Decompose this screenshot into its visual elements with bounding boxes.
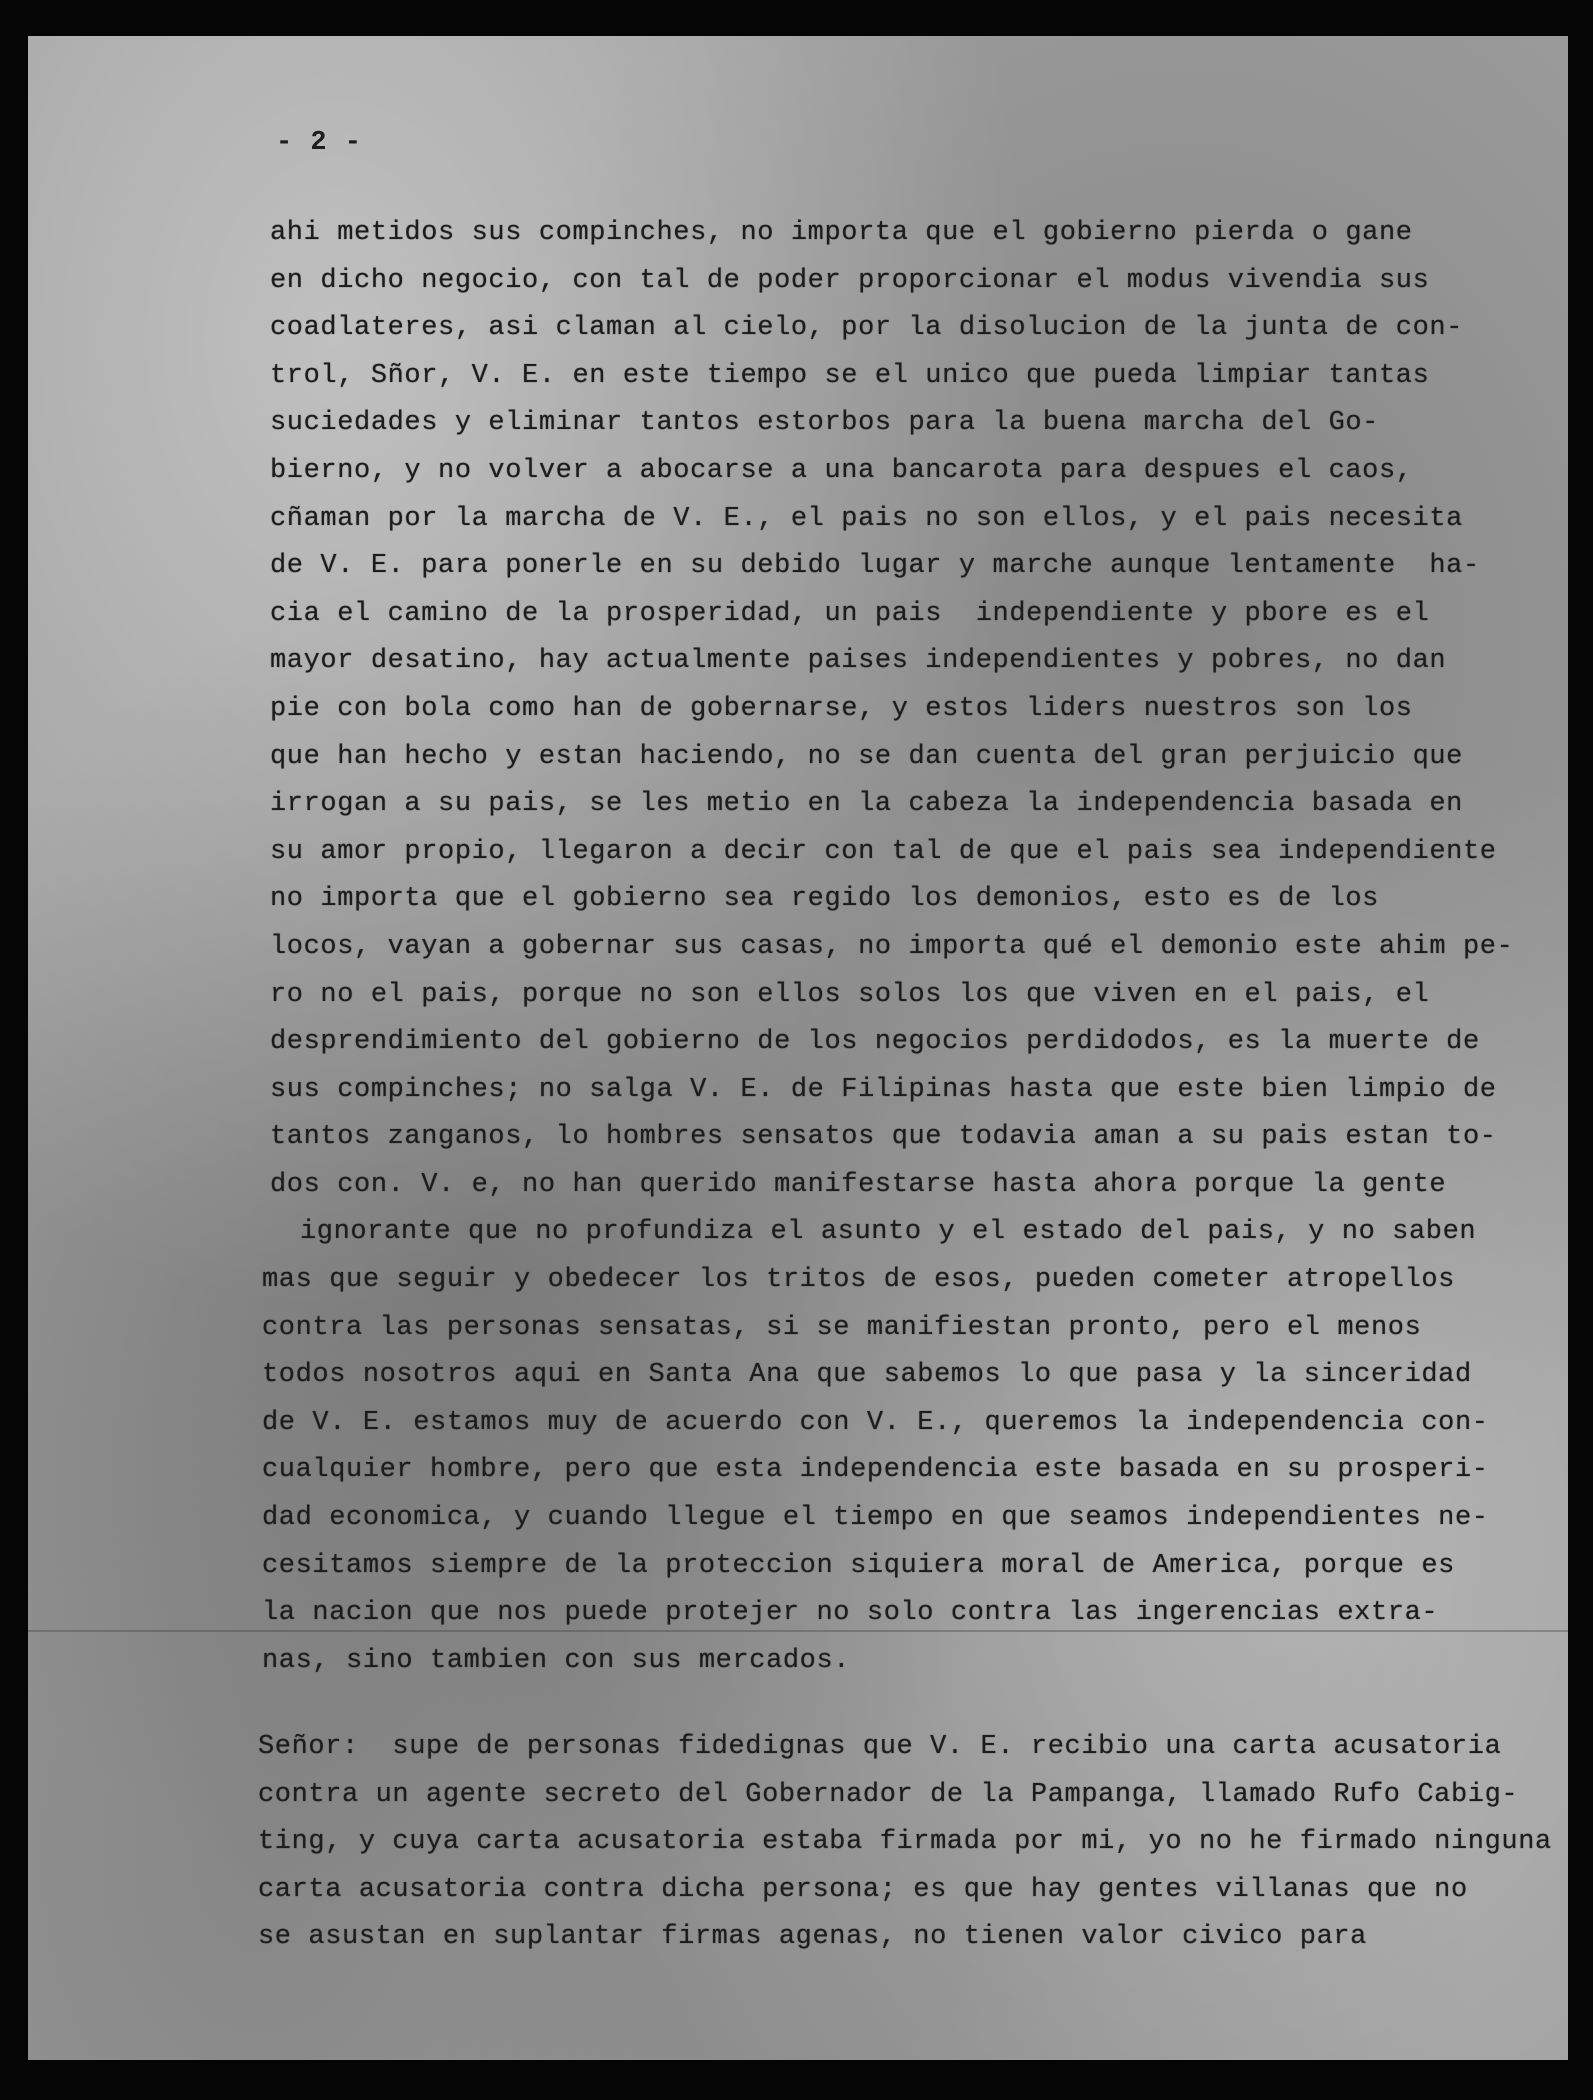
text-line: ahi metidos sus compinches, no importa que el gobierno pierda o gane [270, 218, 1413, 248]
page-number: - 2 - [276, 128, 363, 158]
text-line: ignorante que no profundiza el asunto y el estado del pais, y no saben [300, 1217, 1477, 1248]
text-line: que han hecho y estan haciendo, no se dan cuenta del gran perjuicio que [270, 741, 1463, 772]
text-line: trol, Sñor, V. E. en este tiempo se el unico que pueda limpiar tantas [270, 360, 1430, 391]
text-line: de V. E. estamos muy de acuerdo con V. E., queremos la independencia con- [262, 1407, 1489, 1438]
text-line: coadlateres, asi claman al cielo, por la disolucion de la junta de con- [270, 313, 1463, 344]
text-line: dos con. V. e, no han querido manifestarse hasta ahora porque la gente [270, 1169, 1447, 1200]
text-line: dad economica, y cuando llegue el tiempo en que seamos independientes ne- [262, 1503, 1489, 1534]
text-line: no importa que el gobierno sea regido los demonios, esto es de los [270, 884, 1379, 915]
text-line: cia el camino de la prosperidad, un pais independiente y pbore es el [270, 598, 1430, 629]
text-line: cñaman por la marcha de V. E., el pais no son ellos, y el pais necesita [270, 503, 1463, 534]
text-line: en dicho negocio, con tal de poder proporcionar el modus vivendia sus [270, 265, 1430, 296]
text-line: se asustan en suplantar firmas agenas, no tienen valor civico para [258, 1922, 1367, 1953]
text-line: suciedades y eliminar tantos estorbos para la buena marcha del Go- [270, 408, 1379, 439]
paragraph-2 [258, 1724, 1552, 1962]
text-line: ro no el pais, porque no son ellos solos los que viven en el pais, el [270, 979, 1430, 1010]
text-line: carta acusatoria contra dicha persona; es que hay gentes villanas que no [258, 1874, 1468, 1905]
text-line: de V. E. para ponerle en su debido lugar y marche aunque lentamente ha- [270, 551, 1480, 582]
text-line: contra las personas sensatas, si se manifiestan pronto, pero el menos [262, 1312, 1422, 1343]
text-line: bierno, y no volver a abocarse a una bancarota para despues el caos, [270, 455, 1413, 486]
text-line: contra un agente secreto del Gobernador de la Pampanga, llamado Rufo Cabig- [258, 1779, 1519, 1810]
text-line: irrogan a su pais, se les metio en la cabeza la independencia basada en [270, 789, 1463, 820]
text-line: ting, y cuya carta acusatoria estaba firmada por mi, yo no he firmado ninguna [258, 1827, 1552, 1858]
text-line: cesitamos siempre de la proteccion siquiera moral de America, porque es [262, 1550, 1455, 1581]
text-line: sus compinches; no salga V. E. de Filipinas hasta que este bien limpio de [270, 1074, 1497, 1105]
text-line: mas que seguir y obedecer los tritos de esos, pueden cometer atropellos [262, 1265, 1455, 1296]
text-line: todos nosotros aqui en Santa Ana que sabemos lo que pasa y la sinceridad [262, 1360, 1472, 1391]
text-line: desprendimiento del gobierno de los negocios perdidodos, es la muerte de [270, 1027, 1480, 1058]
text-line: su amor propio, llegaron a decir con tal de que el pais sea independiente [270, 836, 1497, 867]
text-line: cualquier hombre, pero que esta independencia este basada en su prosperi- [262, 1455, 1489, 1486]
text-line: locos, vayan a gobernar sus casas, no importa qué el demonio este ahim pe- [270, 931, 1514, 962]
text-line: mayor desatino, hay actualmente paises independientes y pobres, no dan [270, 646, 1447, 677]
text-line: pie con bola como han de gobernarse, y estos liders nuestros son los [270, 693, 1413, 724]
paragraph-1 [262, 210, 1540, 1685]
text-line: nas, sino tambien con sus mercados. [262, 1645, 851, 1676]
text-line: Señor: supe de personas fidedignas que V. E. recibio una carta acusatoria [258, 1732, 1502, 1762]
text-line: tantos zanganos, lo hombres sensatos que todavia aman a su pais estan to- [270, 1122, 1497, 1153]
text-line: la nacion que nos puede protejer no solo contra las ingerencias extra- [262, 1598, 1439, 1629]
